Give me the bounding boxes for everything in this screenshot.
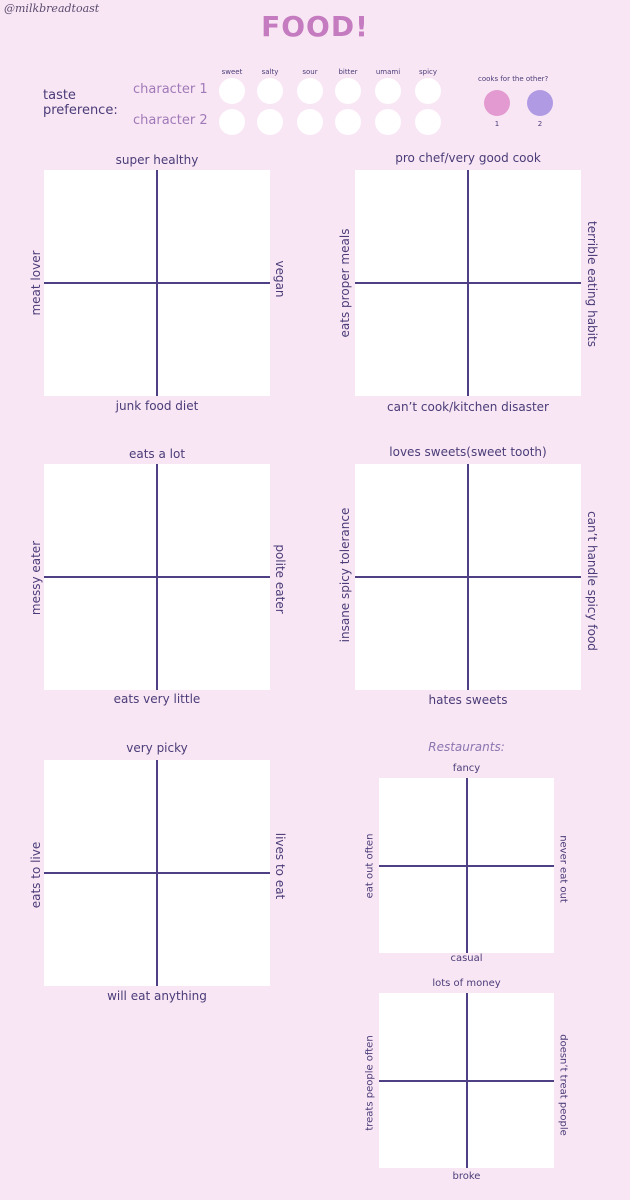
picky-vertical-axis [156, 760, 158, 986]
money-grid[interactable] [379, 993, 554, 1168]
cook-bottom-label: can’t cook/kitchen disaster [387, 400, 549, 414]
flavor-spicy-label: spicy [418, 68, 438, 76]
healthy-top-label: super healthy [115, 153, 199, 167]
cooks-for-other-label: cooks for the other? [478, 75, 549, 83]
amount-left-label: messy eater [29, 540, 43, 616]
picky-top-label: very picky [126, 741, 188, 755]
picky-grid[interactable] [44, 760, 270, 986]
money-bottom-label: broke [452, 1171, 481, 1182]
char1-bitter-dot[interactable] [335, 78, 361, 104]
money-right-label: doesn’t treat people [557, 1034, 569, 1136]
char2-sweet-dot[interactable] [219, 109, 245, 135]
flavor-salty-label: salty [261, 68, 279, 76]
char1-sour-dot[interactable] [297, 78, 323, 104]
dining-bottom-label: casual [450, 953, 483, 964]
cooks-option-2-label: 2 [537, 120, 543, 128]
sweets-left-label: insane spicy tolerance [338, 507, 352, 643]
cook-top-label: pro chef/very good cook [395, 151, 541, 165]
restaurants-heading: Restaurants: [428, 740, 505, 754]
flavor-sweet-label: sweet [221, 68, 243, 76]
sweets-grid[interactable] [355, 464, 581, 690]
picky-right-label: lives to eat [273, 832, 287, 900]
char1-salty-dot[interactable] [257, 78, 283, 104]
amount-vertical-axis [156, 464, 158, 690]
cooks-option-1-dot[interactable] [484, 90, 510, 116]
char1-sweet-dot[interactable] [219, 78, 245, 104]
flavor-umami-label: umami [375, 68, 401, 76]
cook-vertical-axis [467, 170, 469, 396]
healthy-right-label: vegan [273, 260, 287, 298]
amount-top-label: eats a lot [128, 447, 186, 461]
page-title: FOOD! [261, 10, 369, 43]
dining-top-label: fancy [452, 763, 481, 774]
taste-preference-label [43, 88, 118, 118]
taste-label-line2: preference: [43, 103, 118, 118]
cook-grid[interactable] [355, 170, 581, 396]
character-1-label: character 1 [133, 82, 208, 97]
dining-vertical-axis [466, 778, 468, 953]
healthy-left-label: meat lover [29, 250, 43, 316]
sweets-vertical-axis [467, 464, 469, 690]
dining-right-label: never eat out [557, 835, 569, 903]
sweets-top-label: loves sweets(sweet tooth) [389, 445, 547, 459]
picky-bottom-label: will eat anything [107, 989, 207, 1003]
sweets-bottom-label: hates sweets [428, 693, 508, 707]
money-vertical-axis [466, 993, 468, 1168]
amount-bottom-label: eats very little [113, 692, 201, 706]
healthy-grid[interactable] [44, 170, 270, 396]
money-top-label: lots of money [432, 978, 501, 989]
amount-grid[interactable] [44, 464, 270, 690]
dining-left-label: eat out often [364, 833, 376, 899]
money-left-label: treats people often [364, 1035, 376, 1131]
cooks-option-1-label: 1 [494, 120, 500, 128]
char2-bitter-dot[interactable] [335, 109, 361, 135]
amount-right-label: polite eater [273, 544, 287, 614]
taste-label-line1: taste [43, 88, 76, 103]
sweets-right-label: can’t handle spicy food [585, 511, 599, 651]
picky-left-label: eats to live [29, 841, 43, 909]
flavor-bitter-label: bitter [338, 68, 358, 76]
char2-salty-dot[interactable] [257, 109, 283, 135]
healthy-bottom-label: junk food diet [115, 399, 199, 413]
watermark: @milkbreadtoast [4, 2, 100, 15]
cook-left-label: eats proper meals [338, 228, 352, 338]
character-2-label: character 2 [133, 113, 208, 128]
dining-grid[interactable] [379, 778, 554, 953]
char1-umami-dot[interactable] [375, 78, 401, 104]
healthy-vertical-axis [156, 170, 158, 396]
flavor-sour-label: sour [302, 68, 318, 76]
char1-spicy-dot[interactable] [415, 78, 441, 104]
char2-spicy-dot[interactable] [415, 109, 441, 135]
cook-right-label: terrible eating habits [585, 221, 599, 347]
char2-sour-dot[interactable] [297, 109, 323, 135]
char2-umami-dot[interactable] [375, 109, 401, 135]
cooks-option-2-dot[interactable] [527, 90, 553, 116]
